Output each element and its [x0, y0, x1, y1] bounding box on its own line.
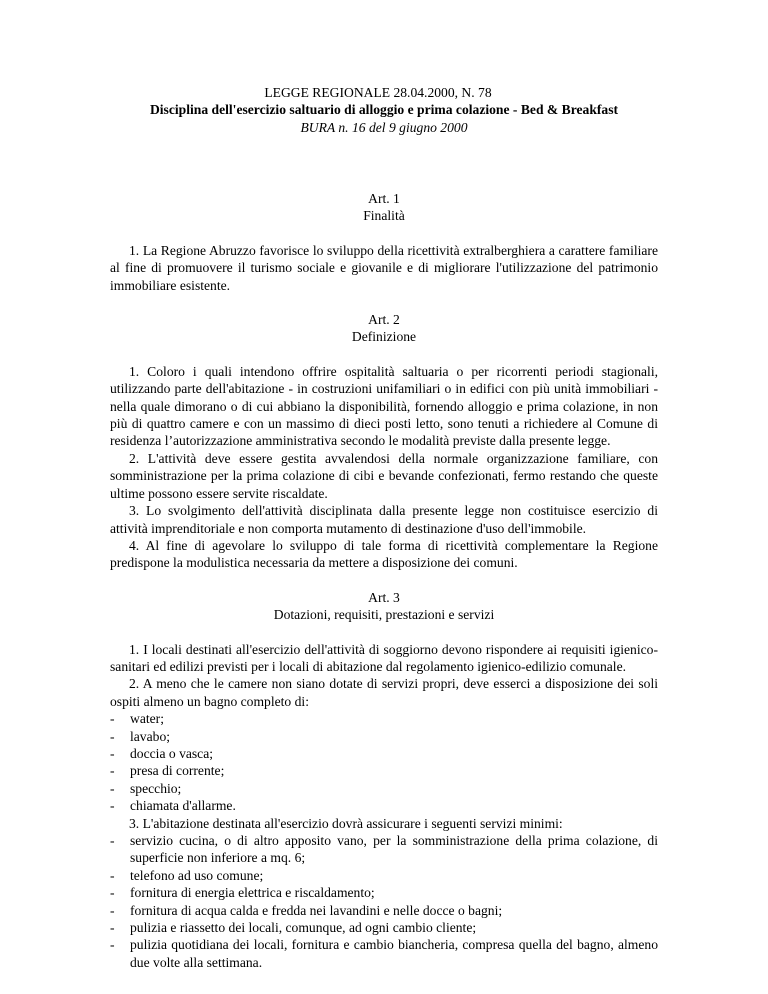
law-title: LEGGE REGIONALE 28.04.2000, N. 78	[264, 85, 492, 100]
article-2-paragraph-4: 4. Al fine di agevolare lo sviluppo di tale forma di ricettività complementare la Regione predispone la modulistica necessaria da mettere a disposizione dei comuni.	[110, 537, 658, 571]
article-1-number: Art. 1	[368, 191, 400, 206]
article-3	[110, 589, 658, 972]
law-subtitle: Disciplina dell'esercizio saltuario di alloggio e prima colazione - Bed & Breakfast	[149, 102, 619, 118]
bura-reference: BURA n. 16 del 9 giugno 2000	[300, 119, 468, 135]
list-item: - lavabo;	[110, 728, 658, 745]
law-header	[0, 84, 768, 136]
article-3-paragraph-2: 2. A meno che le camere non siano dotate di servizi propri, deve esserci a disposizione dei soli ospiti almeno un bagno completo di:	[110, 676, 658, 709]
bathroom-requirements-list	[110, 710, 658, 814]
article-3-title: Dotazioni, requisiti, prestazioni e servizi	[273, 607, 495, 623]
minimum-services-list	[110, 832, 658, 971]
law-body	[110, 190, 658, 971]
article-3-paragraph-1: 1. I locali destinati all'esercizio dell'attività di soggiorno devono rispondere ai requisiti igienico-sanitari ed edilizi previsti per i locali di abitazione dal regolamento igienico-edilizio comunale.	[110, 641, 658, 674]
article-2-paragraph-3: 3. Lo svolgimento dell'attività disciplinata dalla presente legge non costituisce esercizio di attività imprenditoriale e non comporta mutamento di destinazione d'uso dell'immobile.	[110, 503, 658, 536]
article-1	[110, 190, 658, 294]
list-item: - presa di corrente;	[110, 762, 658, 779]
article-2-paragraph-1: 1. Coloro i quali intendono offrire ospitalità saltuaria o per ricorrenti periodi stagionali, utilizzando parte dell'abitazione - in costruzioni unifamiliari o in edifici con più unità immobiliari - nella quale dimorano o di cui abbiano la disponibilità, fornendo alloggio e prima colazione, in non più di quattro camere e con un massimo di dieci posti letto, sono tenuti a richiedere al Comune di residenza l’autorizzazione amministrativa secondo le modalità previste dalla presente legge.	[110, 363, 658, 449]
article-2	[110, 311, 658, 572]
article-3-number: Art. 3	[368, 589, 400, 605]
article-1-paragraph-1: 1. La Regione Abruzzo favorisce lo sviluppo della ricettività extralberghiera a carattere familiare al fine di promuovere il turismo sociale e giovanile e di migliorare l'utilizzazione del patrimonio immobiliare esistente.	[110, 242, 658, 293]
list-item: - pulizia e riassetto dei locali, comunque, ad ogni cambio cliente;	[110, 919, 658, 936]
article-1-title: Finalità	[363, 208, 405, 224]
article-2-title: Definizione	[351, 329, 417, 345]
list-item: - pulizia quotidiana dei locali, fornitura e cambio biancheria, compresa quella del bagno, almeno due volte alla settimana.	[110, 936, 658, 971]
list-item: - chiamata d'allarme.	[110, 797, 658, 814]
list-item: - specchio;	[110, 780, 658, 797]
list-item: - servizio cucina, o di altro apposito vano, per la somministrazione della prima colazione, di superficie non inferiore a mq. 6;	[110, 832, 658, 867]
list-item: - fornitura di energia elettrica e riscaldamento;	[110, 884, 658, 901]
article-3-paragraph-3: 3. L'abitazione destinata all'esercizio dovrà assicurare i seguenti servizi minimi:	[129, 815, 563, 831]
list-item: - doccia o vasca;	[110, 745, 658, 762]
article-2-paragraph-2: 2. L'attività deve essere gestita avvalendosi della normale organizzazione familiare, con somministrazione per la prima colazione di cibi e bevande confezionati, fermo restando che queste ultime possono essere servite riscaldate.	[110, 450, 658, 501]
list-item: - fornitura di acqua calda e fredda nei lavandini e nelle docce o bagni;	[110, 902, 658, 919]
article-2-number: Art. 2	[368, 312, 400, 328]
list-item: - water;	[110, 710, 658, 727]
list-item: - telefono ad uso comune;	[110, 867, 658, 884]
